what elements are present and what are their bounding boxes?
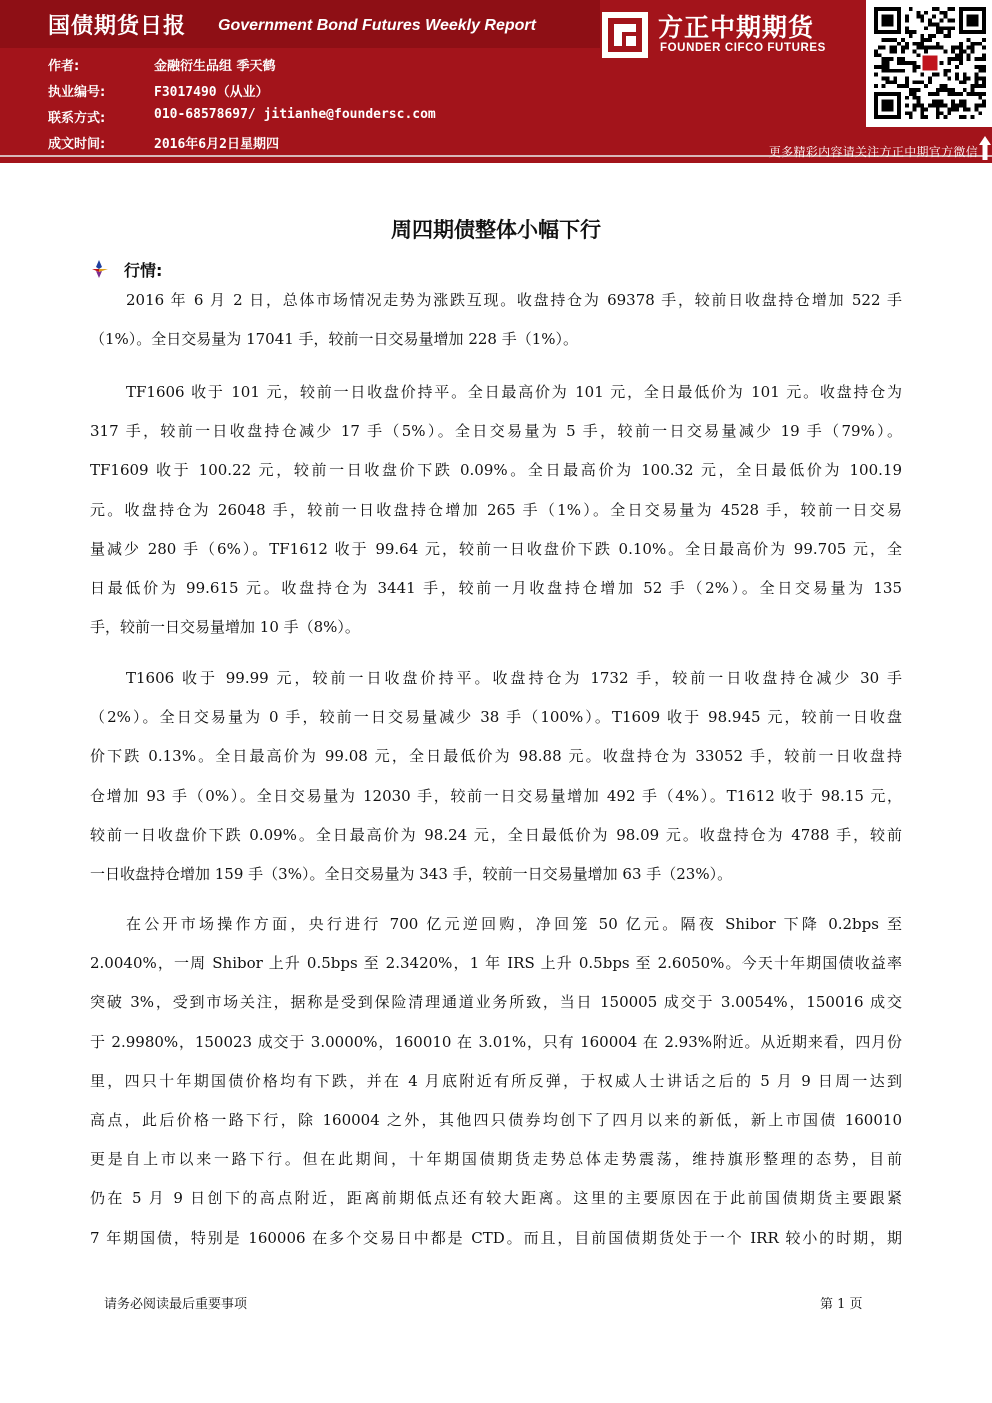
paragraph-4-line: 里，四只十年期国债价格均有下跌，并在 4 月底附近有所反弹，于权威人士讲话之后的 5 月 9 日周一达到 bbox=[90, 1072, 902, 1090]
date-label: 成文时间: bbox=[48, 137, 106, 152]
follow-wechat-text: 更多精彩内容请关注方正中期官方微信 bbox=[768, 145, 978, 159]
paragraph-4-line: 突破 3%，受到市场关注，据称是受到保险清理通道业务所致，当日 150005 成交于 3.0054%，150016 成交 bbox=[90, 993, 902, 1011]
logo-name-en: FOUNDER CIFCO FUTURES bbox=[660, 42, 826, 54]
contact-value[interactable]: 010-68578697/ jitianhe@foundersc.com bbox=[154, 107, 436, 122]
paragraph-3-line: （2%）。全日交易量为 0 手，较前一日交易量减少 38 手（100%）。T1609 收于 98.945 元，较前一日收盘 bbox=[90, 708, 902, 726]
paragraph-4-line: 高点，此后价格一路下行，除 160004 之外，其他四只债券均创下了四月以来的新低，新上市国债 160010 bbox=[90, 1111, 902, 1129]
founder-logo-icon bbox=[602, 12, 648, 58]
paragraph-4-line: 2.0040%，一周 Shibor 上升 0.5bps 至 2.3420%，1 年 IRS 上升 0.5bps 至 2.6050%。今天十年期国债收益率 bbox=[90, 954, 902, 972]
paragraph-4-line: 在公开市场操作方面，央行进行 700 亿元逆回购，净回笼 50 亿元。隔夜 Shibor 下降 0.2bps 至 bbox=[126, 915, 902, 933]
paragraph-4-line: 仍在 5 月 9 日创下的高点附近，距离前期低点还有较大距离。这里的主要原因在于此前国债期货主要跟紧 bbox=[90, 1189, 902, 1207]
paragraph-3-line: 仓增加 93 手（0%）。全日交易量为 12030 手，较前一日交易量增加 492 手（4%）。T1612 收于 98.15 元， bbox=[90, 787, 902, 805]
paragraph-2-line: TF1606 收于 101 元，较前一日收盘价持平。全日最高价为 101 元，全日最低价为 101 元。收盘持仓为 bbox=[126, 383, 902, 401]
paragraph-2-line: 日最低价为 99.615 元。收盘持仓为 3441 手，较前一月收盘持仓增加 52 手（2%）。全日交易量为 135 bbox=[90, 579, 902, 597]
section-label: 行情: bbox=[124, 261, 163, 280]
footer-notice: 请务必阅读最后重要事项 bbox=[104, 1297, 248, 1312]
contact-label: 联系方式: bbox=[48, 111, 106, 126]
paragraph-2-line: 317 手，较前一日收盘持仓减少 17 手（5%）。全日交易量为 5 手，较前一日交易量减少 19 手（79%）。 bbox=[90, 422, 902, 440]
license-value: F3017490（从业） bbox=[154, 85, 269, 100]
paragraph-1-line: （1%）。全日交易量为 17041 手，较前一日交易量增加 228 手（1%）。 bbox=[90, 330, 579, 348]
logo-name-cn: 方正中期期货 bbox=[658, 13, 815, 42]
paragraph-1-line: 2016 年 6 月 2 日，总体市场情况走势为涨跌互现。收盘持仓为 69378 手，较前日收盘持仓增加 522 手 bbox=[126, 291, 902, 309]
report-title-cn: 国债期货日报 bbox=[48, 14, 187, 39]
document-title: 周四期债整体小幅下行 bbox=[391, 218, 601, 242]
date-value: 2016年6月2日星期四 bbox=[154, 137, 279, 152]
paragraph-4-line: 于 2.9980%，150023 成交于 3.0000%，160010 在 3.01%，只有 160004 在 2.93%附近。从近期来看，四月份 bbox=[90, 1033, 902, 1051]
report-header bbox=[0, 0, 992, 163]
paragraph-3-line: 价下跌 0.13%。全日最高价为 99.08 元，全日最低价为 98.88 元。收盘持仓为 33052 手，较前一日收盘持 bbox=[90, 747, 902, 765]
paragraph-2-line: 手，较前一日交易量增加 10 手（8%）。 bbox=[90, 618, 360, 636]
up-arrow-icon bbox=[978, 135, 992, 161]
company-logo bbox=[602, 8, 862, 64]
page-number: 第 1 页 bbox=[820, 1297, 863, 1312]
paragraph-3-line: 一日收盘持仓增加 159 手（3%）。全日交易量为 343 手，较前一日交易量增加 63 手（23%）。 bbox=[90, 865, 733, 883]
qr-code-icon bbox=[874, 7, 986, 119]
license-label: 执业编号: bbox=[48, 85, 106, 100]
paragraph-2-line: TF1609 收于 100.22 元，较前一日收盘价下跌 0.09%。全日最高价为 100.32 元，全日最低价为 100.19 bbox=[90, 461, 902, 479]
report-title-en: Government Bond Futures Weekly Report bbox=[218, 17, 536, 34]
diamond-bullet-icon bbox=[90, 260, 110, 278]
paragraph-4-line: 更是自上市以来一路下行。但在此期间，十年期国债期货走势总体走势震荡，维持旗形整理的态势，目前 bbox=[90, 1150, 902, 1168]
paragraph-2-line: 元。收盘持仓为 26048 手，较前一日收盘持仓增加 265 手（1%）。全日交易量为 4528 手，较前一日交易 bbox=[90, 501, 902, 519]
wechat-qr-code[interactable] bbox=[866, 0, 992, 127]
author-value: 金融衍生品组 季天鹤 bbox=[154, 59, 276, 74]
paragraph-3-line: T1606 收于 99.99 元，较前一日收盘价持平。收盘持仓为 1732 手，较前一日收盘持仓减少 30 手 bbox=[126, 669, 902, 687]
author-label: 作者: bbox=[48, 59, 80, 74]
paragraph-3-line: 较前一日收盘价下跌 0.09%。全日最高价为 98.24 元，全日最低价为 98.09 元。收盘持仓为 4788 手，较前 bbox=[90, 826, 902, 844]
paragraph-2-line: 量减少 280 手（6%）。TF1612 收于 99.64 元，较前一日收盘价下跌 0.10%。全日最高价为 99.705 元，全 bbox=[90, 540, 902, 558]
paragraph-4-line: 7 年期国债，特别是 160006 在多个交易日中都是 CTD。而且，目前国债期货处于一个 IRR 较小的时期，期 bbox=[90, 1229, 902, 1247]
